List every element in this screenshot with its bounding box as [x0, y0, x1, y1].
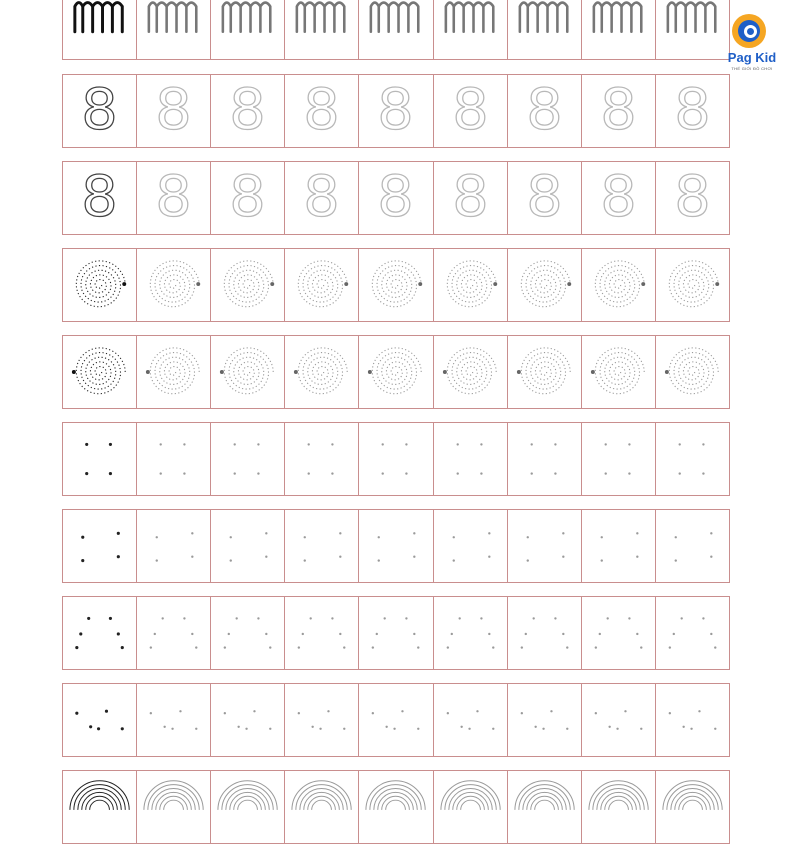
trace-cell — [508, 510, 582, 582]
trace-cell — [656, 510, 729, 582]
model-cell — [63, 597, 137, 669]
trace-cell — [582, 75, 656, 147]
trace-cell — [137, 75, 211, 147]
digit-glyph: 8 — [229, 163, 267, 230]
tracing-row-spiral-dot-right — [62, 248, 730, 322]
trace-cell — [211, 75, 285, 147]
trace-cell — [359, 75, 433, 147]
trace-cell — [582, 0, 656, 59]
trace-cell — [656, 75, 729, 147]
trace-cell — [285, 597, 359, 669]
trace-cell — [285, 336, 359, 408]
trace-cell — [434, 336, 508, 408]
trace-cell — [656, 423, 729, 495]
trace-cell — [211, 249, 285, 321]
trace-cell — [582, 510, 656, 582]
trace-cell — [137, 336, 211, 408]
digit-glyph: 8 — [525, 163, 563, 230]
tracing-row-six-dots — [62, 596, 730, 670]
trace-cell — [508, 684, 582, 756]
trace-cell — [211, 597, 285, 669]
trace-cell — [137, 597, 211, 669]
digit-glyph: 8 — [600, 76, 637, 143]
model-cell — [63, 0, 137, 59]
trace-cell — [508, 249, 582, 321]
trace-cell — [582, 771, 656, 843]
trace-cell — [434, 249, 508, 321]
trace-cell — [508, 162, 582, 234]
model-cell — [63, 684, 137, 756]
model-cell — [63, 162, 137, 234]
digit-glyph: 8 — [155, 76, 192, 143]
trace-cell — [582, 597, 656, 669]
tracing-row-four-dots — [62, 422, 730, 496]
trace-cell — [137, 249, 211, 321]
digit-glyph: 8 — [303, 163, 341, 230]
trace-cell — [508, 336, 582, 408]
digit-glyph: 8 — [451, 163, 489, 230]
tracing-row-digit-eight — [62, 74, 730, 148]
trace-cell — [656, 249, 729, 321]
digit-glyph: 8 — [81, 163, 118, 230]
digit-glyph: 8 — [81, 76, 118, 143]
digit-glyph: 8 — [377, 163, 415, 230]
trace-cell — [359, 771, 433, 843]
trace-cell — [359, 423, 433, 495]
trace-cell — [359, 336, 433, 408]
trace-cell — [582, 162, 656, 234]
tracing-row-concentric-arcs — [62, 770, 730, 844]
digit-glyph: 8 — [600, 163, 637, 230]
brand-logo — [716, 12, 788, 76]
trace-cell — [656, 771, 729, 843]
trace-cell — [582, 249, 656, 321]
trace-cell — [434, 597, 508, 669]
trace-cell — [656, 684, 729, 756]
digit-glyph: 8 — [525, 76, 563, 143]
model-cell — [63, 510, 137, 582]
trace-cell — [359, 0, 433, 59]
tracing-row-four-dots-wide — [62, 509, 730, 583]
trace-cell — [656, 597, 729, 669]
trace-cell — [508, 597, 582, 669]
trace-cell — [359, 684, 433, 756]
trace-cell — [285, 75, 359, 147]
trace-cell — [211, 771, 285, 843]
trace-cell — [285, 684, 359, 756]
digit-glyph: 8 — [451, 76, 489, 143]
trace-cell — [508, 423, 582, 495]
trace-cell — [137, 684, 211, 756]
trace-cell — [211, 684, 285, 756]
trace-cell — [434, 510, 508, 582]
model-cell — [63, 75, 137, 147]
trace-cell — [137, 0, 211, 59]
trace-cell — [434, 75, 508, 147]
trace-cell — [285, 162, 359, 234]
digit-glyph: 8 — [229, 76, 267, 143]
trace-cell — [211, 510, 285, 582]
trace-cell — [211, 336, 285, 408]
model-cell — [63, 423, 137, 495]
trace-cell — [285, 423, 359, 495]
trace-cell — [508, 771, 582, 843]
model-cell — [63, 336, 137, 408]
trace-cell — [582, 336, 656, 408]
trace-cell — [285, 771, 359, 843]
trace-cell — [211, 423, 285, 495]
model-cell — [63, 249, 137, 321]
trace-cell — [582, 423, 656, 495]
digit-glyph: 8 — [377, 76, 415, 143]
trace-cell — [359, 597, 433, 669]
digit-glyph: 8 — [155, 163, 192, 230]
tracing-row-five-dots — [62, 683, 730, 757]
trace-cell — [359, 162, 433, 234]
trace-cell — [359, 510, 433, 582]
trace-cell — [137, 162, 211, 234]
trace-cell — [434, 684, 508, 756]
trace-cell — [582, 684, 656, 756]
trace-cell — [285, 0, 359, 59]
pag-kid-logo-icon — [732, 14, 766, 48]
trace-cell — [434, 423, 508, 495]
trace-cell — [285, 249, 359, 321]
trace-cell — [434, 771, 508, 843]
trace-cell — [137, 510, 211, 582]
trace-cell — [434, 162, 508, 234]
tracing-row-zigzag-m — [62, 0, 730, 60]
trace-cell — [508, 75, 582, 147]
trace-cell — [656, 162, 729, 234]
trace-cell — [211, 162, 285, 234]
trace-cell — [137, 423, 211, 495]
trace-cell — [656, 336, 729, 408]
trace-cell — [359, 249, 433, 321]
brand-tagline: THẾ GIỚI ĐỒ CHƠI — [731, 66, 773, 71]
model-cell — [63, 771, 137, 843]
trace-cell — [137, 771, 211, 843]
digit-glyph: 8 — [674, 163, 711, 230]
trace-cell — [508, 0, 582, 59]
trace-cell — [285, 510, 359, 582]
brand-name: Pag Kid — [727, 50, 777, 65]
tracing-row-digit-eight — [62, 161, 730, 235]
tracing-row-spiral-dot-left — [62, 335, 730, 409]
trace-cell — [211, 0, 285, 59]
digit-glyph: 8 — [674, 76, 711, 143]
trace-cell — [434, 0, 508, 59]
digit-glyph: 8 — [303, 76, 341, 143]
